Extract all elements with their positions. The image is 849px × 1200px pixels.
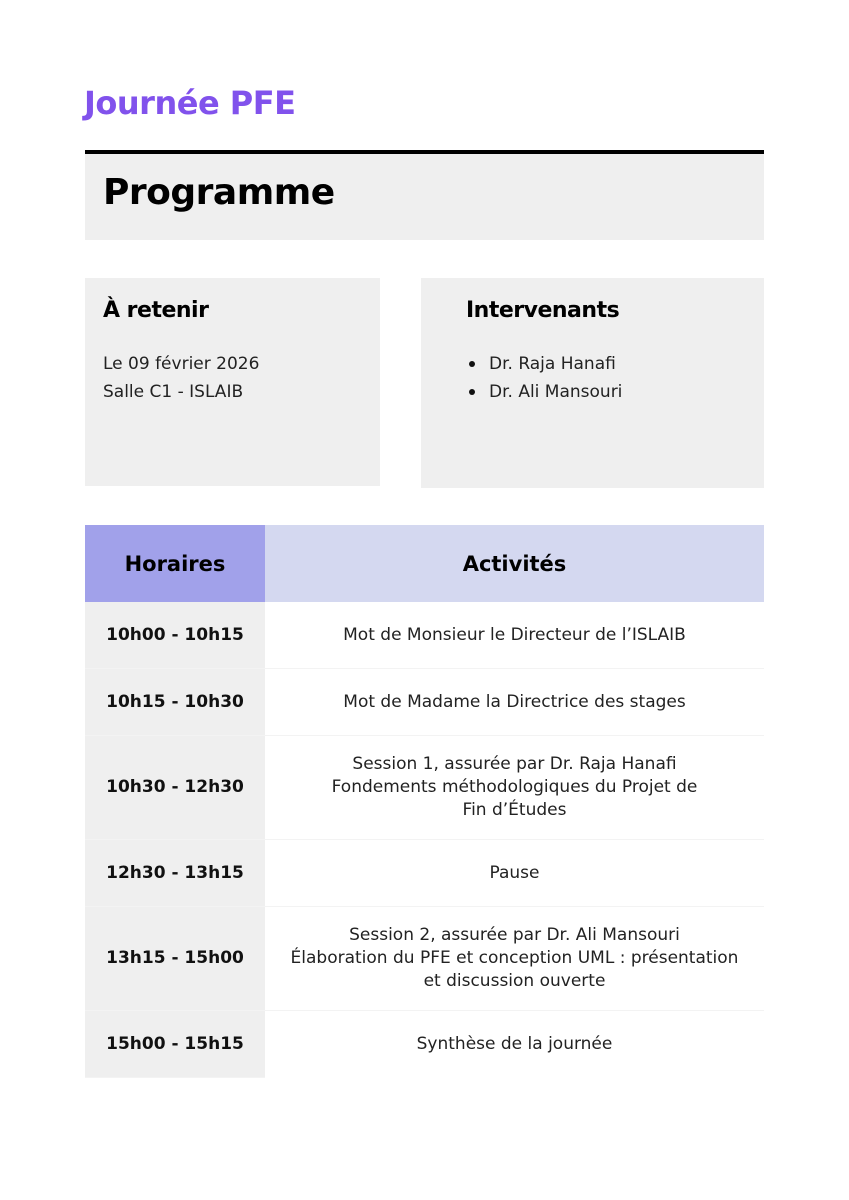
activity-line: Élaboration du PFE et conception UML : présentation et discussion ouverte xyxy=(290,948,739,991)
page-title: Journée PFE xyxy=(84,84,296,122)
programme-heading: Programme xyxy=(103,172,335,213)
activity-line: Pause xyxy=(489,862,540,883)
time-cell: 12h30 - 13h15 xyxy=(85,840,265,907)
speakers-card xyxy=(421,278,764,488)
activity-line: Session 1, assurée par Dr. Raja Hanafi xyxy=(352,754,677,774)
speaker-item: Dr. Raja Hanafi xyxy=(466,350,622,378)
event-date: Le 09 février 2026 xyxy=(103,354,260,374)
table-row xyxy=(85,907,764,1011)
event-location: Salle C1 - ISLAIB xyxy=(103,382,244,402)
activity-line: Fondements méthodologiques du Projet de Fin d’Études xyxy=(331,777,698,820)
activity-line: Mot de Monsieur le Directeur de l’ISLAIB xyxy=(343,624,686,645)
activity-cell xyxy=(265,907,764,1011)
activity-cell xyxy=(265,736,764,840)
info-card-body xyxy=(103,350,259,406)
table-row xyxy=(85,602,764,669)
column-header-time: Horaires xyxy=(85,525,265,602)
schedule-table xyxy=(85,525,764,1078)
table-row xyxy=(85,736,764,840)
table-row xyxy=(85,1011,764,1078)
activity-cell xyxy=(265,1011,764,1078)
info-card xyxy=(85,278,380,486)
activity-cell xyxy=(265,669,764,736)
table-row xyxy=(85,840,764,907)
table-row xyxy=(85,669,764,736)
time-cell: 10h00 - 10h15 xyxy=(85,602,265,669)
schedule-header-row xyxy=(85,525,764,602)
programme-banner xyxy=(85,150,764,240)
activity-line: Mot de Madame la Directrice des stages xyxy=(343,691,686,712)
activity-cell xyxy=(265,602,764,669)
info-card-heading: À retenir xyxy=(103,298,209,323)
speaker-item: Dr. Ali Mansouri xyxy=(466,378,622,406)
speakers-card-heading: Intervenants xyxy=(466,298,620,323)
time-cell: 10h30 - 12h30 xyxy=(85,736,265,840)
activity-line: Synthèse de la journée xyxy=(416,1033,613,1054)
activity-cell xyxy=(265,840,764,907)
time-cell: 15h00 - 15h15 xyxy=(85,1011,265,1078)
activity-line: Session 2, assurée par Dr. Ali Mansouri xyxy=(349,925,680,945)
time-cell: 13h15 - 15h00 xyxy=(85,907,265,1011)
time-cell: 10h15 - 10h30 xyxy=(85,669,265,736)
column-header-activity: Activités xyxy=(265,525,764,602)
speakers-list xyxy=(466,350,622,406)
